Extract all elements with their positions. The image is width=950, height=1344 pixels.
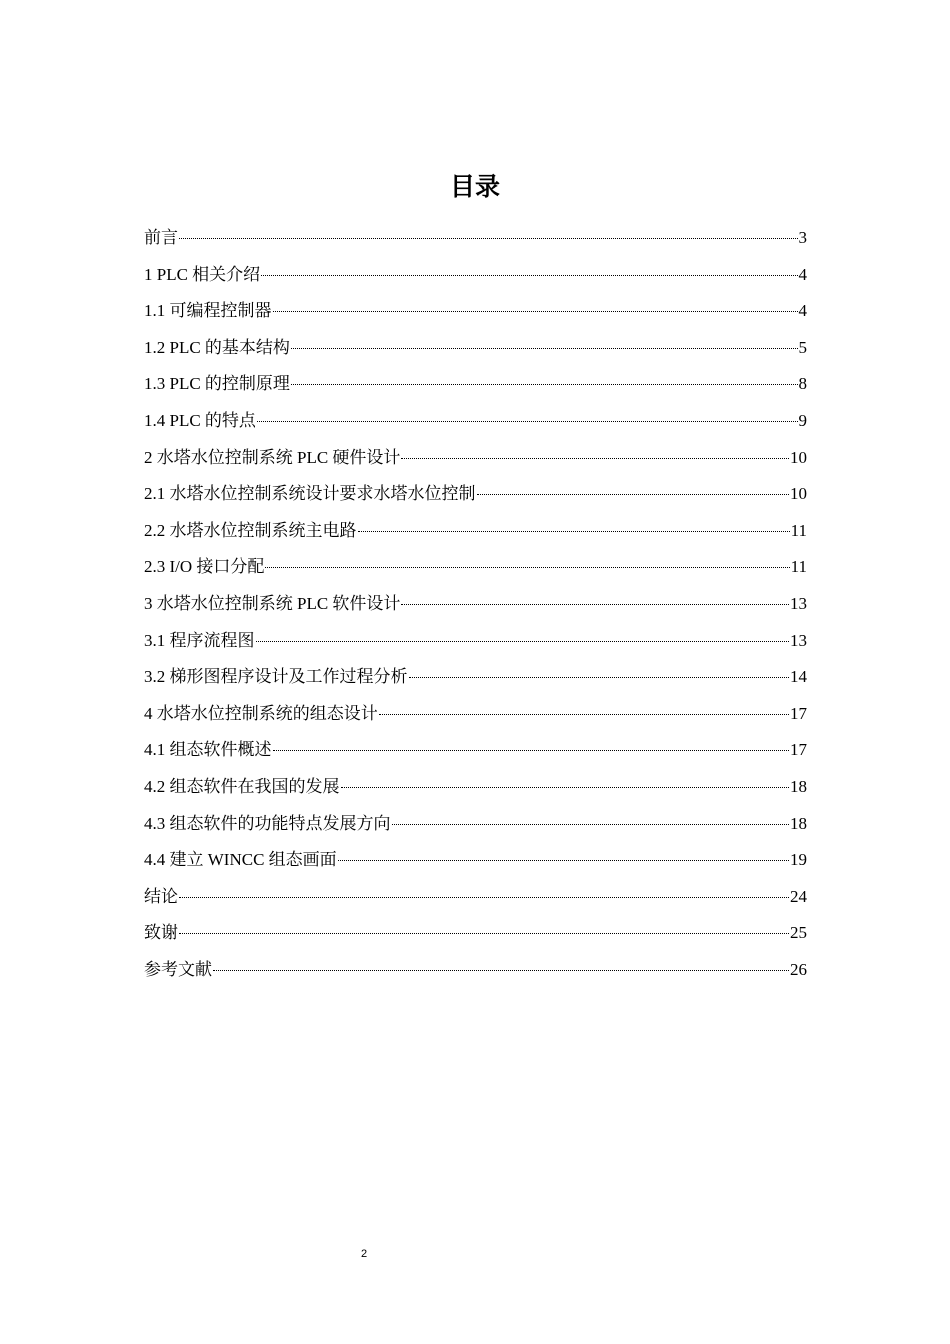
toc-entry-4[interactable] [144, 696, 807, 733]
toc-leader-dots [213, 969, 789, 971]
toc-entry-page: 9 [798, 410, 807, 430]
toc-entry-1-1[interactable] [144, 293, 807, 330]
toc-entry-label: 3.1 程序流程图 [144, 630, 255, 650]
toc-entry-page: 17 [790, 740, 807, 760]
toc-entry-3[interactable] [144, 586, 807, 623]
toc-leader-dots [179, 932, 789, 934]
toc-entry-4-4[interactable] [144, 842, 807, 879]
toc-leader-dots [477, 493, 790, 495]
toc-entry-page: 11 [790, 557, 807, 577]
toc-leader-dots [338, 859, 789, 861]
toc-entry-label: 3 水塔水位控制系统 PLC 软件设计 [144, 593, 401, 613]
toc-entry-label: 前言 [144, 228, 178, 247]
toc-entry-page: 19 [790, 850, 807, 870]
toc-title: 目录 [449, 172, 500, 201]
toc-entry-label: 4 水塔水位控制系统的组态设计 [144, 703, 378, 723]
toc-entry-label: 3.2 梯形图程序设计及工作过程分析 [144, 667, 408, 687]
toc-entry-page: 10 [790, 484, 807, 504]
toc-entry-3-2[interactable] [144, 659, 807, 696]
toc-leader-dots [358, 530, 790, 532]
toc-entry-page: 13 [790, 593, 807, 613]
toc-entry-page: 4 [798, 264, 807, 284]
toc-entry-4-1[interactable] [144, 732, 807, 769]
toc-leader-dots [273, 310, 798, 312]
toc-entry-page: 24 [790, 886, 807, 906]
toc-entry-conclusion[interactable] [144, 879, 807, 916]
toc-entry-page: 3 [798, 228, 807, 247]
toc-entry-label: 2.1 水塔水位控制系统设计要求水塔水位控制 [144, 484, 476, 504]
toc-entry-label: 结论 [144, 886, 178, 906]
toc-leader-dots [341, 786, 790, 788]
toc-leader-dots [179, 896, 789, 898]
toc-entry-preface[interactable] [144, 220, 807, 257]
toc-leader-dots [291, 347, 798, 349]
toc-entry-label: 4.3 组态软件的功能特点发展方向 [144, 813, 391, 833]
toc-entry-page: 10 [790, 447, 807, 467]
toc-entry-label: 4.4 建立 WINCC 组态画面 [144, 850, 337, 870]
toc-entry-label: 1.4 PLC 的特点 [144, 410, 256, 430]
toc-leader-dots [291, 383, 798, 385]
toc-leader-dots [265, 566, 789, 568]
toc-entry-label: 1 PLC 相关介绍 [144, 264, 261, 284]
toc-entry-label: 4.2 组态软件在我国的发展 [144, 776, 340, 796]
toc-entry-1[interactable] [144, 257, 807, 294]
toc-entry-1-4[interactable] [144, 403, 807, 440]
toc-entry-references[interactable] [144, 952, 807, 989]
toc-leader-dots [273, 749, 790, 751]
toc-entry-label: 1.2 PLC 的基本结构 [144, 337, 290, 357]
toc-entry-page: 17 [790, 703, 807, 723]
toc-leader-dots [179, 237, 798, 239]
toc-entry-2-2[interactable] [144, 513, 807, 550]
toc-entry-label: 致谢 [144, 923, 178, 943]
toc-entry-page: 11 [790, 520, 807, 540]
toc-entry-label: 1.1 可编程控制器 [144, 301, 272, 321]
toc-entry-3-1[interactable] [144, 623, 807, 660]
toc-leader-dots [256, 640, 790, 642]
toc-entry-label: 参考文献 [144, 959, 212, 979]
toc-entry-1-3[interactable] [144, 366, 807, 403]
page-number: 2 [360, 1248, 368, 1260]
toc-entry-2-3[interactable] [144, 549, 807, 586]
toc-entry-label: 2.3 I/O 接口分配 [144, 557, 265, 577]
toc-entry-page: 14 [790, 667, 807, 687]
toc-entry-4-2[interactable] [144, 769, 807, 806]
toc-entry-label: 1.3 PLC 的控制原理 [144, 374, 290, 394]
toc-entry-label: 4.1 组态软件概述 [144, 740, 272, 760]
toc-entry-2-1[interactable] [144, 476, 807, 513]
toc-leader-dots [392, 823, 790, 825]
toc-leader-dots [401, 457, 789, 459]
toc-entry-acknowledgements[interactable] [144, 915, 807, 952]
toc-entry-4-3[interactable] [144, 806, 807, 843]
toc-leader-dots [261, 274, 797, 276]
toc-entry-label: 2.2 水塔水位控制系统主电路 [144, 520, 357, 540]
toc-leader-dots [379, 713, 789, 715]
toc-entry-page: 18 [790, 813, 807, 833]
toc-entry-page: 8 [798, 374, 807, 394]
toc-leader-dots [409, 676, 790, 678]
table-of-contents [144, 220, 807, 988]
toc-entry-page: 5 [798, 337, 807, 357]
toc-entry-2[interactable] [144, 440, 807, 477]
toc-entry-page: 4 [798, 301, 807, 321]
toc-entry-1-2[interactable] [144, 330, 807, 367]
toc-leader-dots [401, 603, 789, 605]
toc-entry-page: 13 [790, 630, 807, 650]
toc-entry-page: 26 [790, 959, 807, 979]
toc-entry-page: 25 [790, 923, 807, 943]
toc-entry-page: 18 [790, 776, 807, 796]
toc-leader-dots [257, 420, 798, 422]
toc-entry-label: 2 水塔水位控制系统 PLC 硬件设计 [144, 447, 401, 467]
